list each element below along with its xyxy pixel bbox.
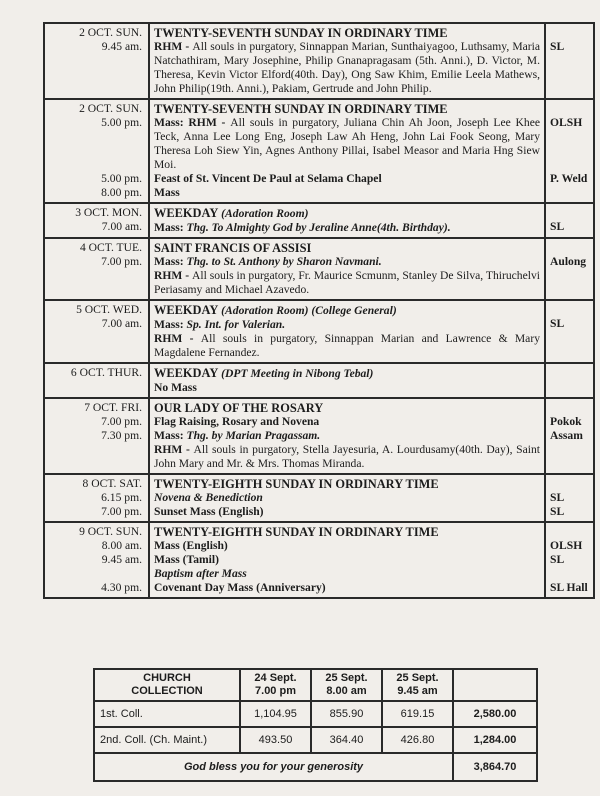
details-cell — [149, 474, 545, 522]
mass-line: Mass — [154, 186, 180, 199]
schedule-row — [44, 99, 594, 203]
intention-text — [154, 116, 540, 172]
time: 9.45 am. — [101, 40, 142, 53]
rhm-text: All souls in purgatory, Fr. Maurice Scmunm, Stanley De Silva, Thiruchelvi Periasamy and Michael Azavedo. — [154, 269, 540, 296]
collection-label: 2nd. Coll. (Ch. Maint.) — [94, 727, 240, 753]
date: 9 OCT. SUN. — [79, 525, 142, 538]
collection-label: 1st. Coll. — [94, 701, 240, 727]
event-title: WEEKDAY — [154, 206, 219, 220]
schedule-row — [44, 363, 594, 398]
date-cell — [44, 300, 149, 363]
location-cell — [545, 23, 594, 99]
header-line: 9.45 am — [397, 685, 438, 697]
collection-row — [94, 727, 537, 753]
location-cell — [545, 363, 594, 398]
date-cell — [44, 522, 149, 598]
time: 8.00 am. — [101, 539, 142, 552]
date-cell — [44, 398, 149, 474]
date-cell — [44, 203, 149, 238]
date: 7 OCT. FRI. — [84, 401, 142, 414]
date-cell — [44, 99, 149, 203]
location: Pokok — [550, 415, 582, 428]
mass-label: Mass: RHM - — [154, 116, 231, 129]
time: 7.00 pm. — [101, 415, 142, 428]
header-line: 8.00 am — [326, 685, 367, 697]
location: SL — [550, 40, 565, 53]
header-line: COLLECTION — [131, 685, 203, 697]
details-cell — [149, 203, 545, 238]
grand-total: 3,864.70 — [453, 753, 537, 781]
collection-value: 493.50 — [240, 727, 311, 753]
location: SL — [550, 553, 565, 566]
time: 4.30 pm. — [101, 581, 142, 594]
date: 4 OCT. TUE. — [79, 241, 142, 254]
church-collection-table — [93, 668, 538, 782]
column-header — [382, 669, 453, 701]
schedule-row — [44, 300, 594, 363]
time: 8.00 pm. — [101, 186, 142, 199]
mass-text: Thg. by Marian Pragassam. — [186, 429, 321, 442]
date: 8 OCT. SAT. — [82, 477, 142, 490]
event-title: OUR LADY OF THE ROSARY — [154, 401, 324, 415]
header-line: CHURCH — [143, 672, 191, 684]
date-cell — [44, 23, 149, 99]
location: SL Hall — [550, 581, 588, 594]
location-cell — [545, 474, 594, 522]
feast-line: Feast of St. Vincent De Paul at Selama Chapel — [154, 172, 382, 185]
collection-value: 1,104.95 — [240, 701, 311, 727]
date: 6 OCT. THUR. — [70, 366, 142, 379]
location: SL — [550, 317, 565, 330]
no-mass-line: No Mass — [154, 381, 197, 394]
date: 3 OCT. MON. — [75, 206, 142, 219]
schedule-row — [44, 238, 594, 300]
details-cell — [149, 363, 545, 398]
details-cell — [149, 398, 545, 474]
header-line: 24 Sept. — [254, 672, 297, 684]
date: 2 OCT. SUN. — [79, 26, 142, 39]
event-note: (Adoration Room) (College General) — [221, 304, 397, 317]
column-header — [311, 669, 382, 701]
event-line: Mass (English) — [154, 539, 228, 552]
event-note: (Adoration Room) — [221, 207, 309, 220]
date-cell — [44, 238, 149, 300]
mass-schedule-table — [43, 22, 595, 599]
schedule-row — [44, 474, 594, 522]
intention-text — [154, 443, 540, 471]
event-line: Mass (Tamil) — [154, 553, 219, 566]
collection-footer-row — [94, 753, 537, 781]
rhm-text: All souls in purgatory, Stella Jayesuria, A. Lourdusamy(40th. Day), Saint John Mary and Mr. & Mrs. Thomas Miranda. — [154, 443, 540, 470]
details-cell — [149, 99, 545, 203]
location: Aulong — [550, 255, 587, 268]
collection-value: 619.15 — [382, 701, 453, 727]
time: 5.00 pm. — [101, 172, 142, 185]
time: 5.00 pm. — [101, 116, 142, 129]
schedule-row — [44, 23, 594, 99]
schedule-row — [44, 522, 594, 598]
location-cell — [545, 398, 594, 474]
intention-text — [154, 332, 540, 360]
location: OLSH — [550, 116, 583, 129]
collection-header-row — [94, 669, 537, 701]
rhm-label: RHM - — [154, 40, 193, 53]
location: SL — [550, 220, 565, 233]
header-line: 7.00 pm — [255, 685, 296, 697]
time: 9.45 am. — [101, 553, 142, 566]
mass-text: All souls in purgatory, Juliana Chin Ah Joon, Joseph Lee Khee Teck, Anna Lee Long Eng, Joseph Law Ah Heng, John Lai Fook Seong, Mary Theresa Loh Siew Yin, Agnes Anthony Pillai, Isabel Measor and Maria Hng Siew Moi. — [154, 116, 540, 171]
mass-text: Sp. Int. for Valerian. — [186, 318, 286, 331]
mass-label: Mass: — [154, 255, 187, 268]
column-header — [453, 669, 537, 701]
time: 7.00 am. — [101, 220, 142, 233]
header-line: 25 Sept. — [396, 672, 439, 684]
collection-value: 426.80 — [382, 727, 453, 753]
date-cell — [44, 363, 149, 398]
event-line: Baptism after Mass — [154, 567, 247, 580]
location-cell — [545, 300, 594, 363]
event-line: Covenant Day Mass (Anniversary) — [154, 581, 326, 594]
schedule-row — [44, 203, 594, 238]
time: 6.15 pm. — [101, 491, 142, 504]
details-cell — [149, 23, 545, 99]
date: 5 OCT. WED. — [76, 303, 142, 316]
location-cell — [545, 522, 594, 598]
collection-value: 855.90 — [311, 701, 382, 727]
location: OLSH — [550, 539, 583, 552]
mass-label: Mass: — [154, 318, 187, 331]
rhm-label: RHM - — [154, 269, 193, 282]
mass-text: Thg. to St. Anthony by Sharon Navmani. — [186, 255, 382, 268]
collection-title — [94, 669, 240, 701]
event-title: WEEKDAY — [154, 366, 219, 380]
location-cell — [545, 99, 594, 203]
collection-total: 1,284.00 — [453, 727, 537, 753]
event-title: TWENTY-SEVENTH SUNDAY IN ORDINARY TIME — [154, 26, 448, 40]
details-cell — [149, 238, 545, 300]
event-line: Sunset Mass (English) — [154, 505, 264, 518]
time: 7.00 am. — [101, 317, 142, 330]
thank-you-message: God bless you for your generosity — [94, 753, 453, 781]
column-header — [240, 669, 311, 701]
rhm-label: RHM - — [154, 443, 194, 456]
time: 7.00 pm. — [101, 255, 142, 268]
event-note: (DPT Meeting in Nibong Tebal) — [221, 367, 374, 380]
date-cell — [44, 474, 149, 522]
event-title: TWENTY-EIGHTH SUNDAY IN ORDINARY TIME — [154, 525, 439, 539]
collection-row — [94, 701, 537, 727]
event-title: SAINT FRANCIS OF ASSISI — [154, 241, 312, 255]
location: Assam — [550, 429, 583, 442]
location-cell — [545, 203, 594, 238]
mass-label: Mass: — [154, 221, 187, 234]
time: 7.00 pm. — [101, 505, 142, 518]
event-line: Novena & Benediction — [154, 491, 263, 504]
collection-total: 2,580.00 — [453, 701, 537, 727]
location: P. Weld — [550, 172, 588, 185]
rhm-text: All souls in purgatory, Sinnappan Marian and Lawrence & Mary Magdalene Fernandez. — [154, 332, 540, 359]
location-cell — [545, 238, 594, 300]
date: 2 OCT. SUN. — [79, 102, 142, 115]
event-title: TWENTY-EIGHTH SUNDAY IN ORDINARY TIME — [154, 477, 439, 491]
location: SL — [550, 491, 565, 504]
rhm-label: RHM - — [154, 332, 201, 345]
details-cell — [149, 300, 545, 363]
header-line: 25 Sept. — [325, 672, 368, 684]
details-cell — [149, 522, 545, 598]
schedule-row — [44, 398, 594, 474]
event-title: TWENTY-SEVENTH SUNDAY IN ORDINARY TIME — [154, 102, 448, 116]
collection-value: 364.40 — [311, 727, 382, 753]
time: 7.30 pm. — [101, 429, 142, 442]
location: SL — [550, 505, 565, 518]
event-title: WEEKDAY — [154, 303, 219, 317]
rhm-text: All souls in purgatory, Sinnappan Marian, Sunthaiyagoo, Luthsamy, Maria Natchathiram, Mary Josephine, Philip Gnanapragasam (5th. Anni.), D. Victor, M. Theresa, Kevin Victor Elford(40th. Day), Ong Saw Khim, Emilie Leela Mathews, John Philip(19th. Anni.), Pakiam, Gertrude and John Philip. — [154, 40, 540, 95]
mass-text: Thg. To Almighty God by Jeraline Anne(4th. Birthday). — [186, 221, 451, 234]
intention-text — [154, 40, 540, 96]
mass-label: Mass: — [154, 429, 187, 442]
intention-text — [154, 269, 540, 297]
event-line: Flag Raising, Rosary and Novena — [154, 415, 320, 428]
